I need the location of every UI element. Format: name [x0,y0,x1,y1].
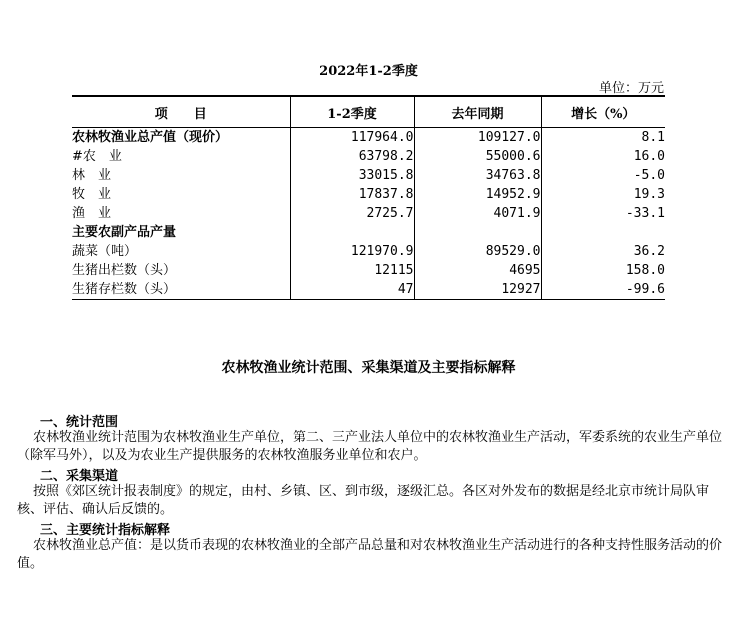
growth-value: -99.6 [541,280,665,300]
current-value: 117964.0 [290,128,414,148]
statistics-table [72,95,665,300]
current-value: 2725.7 [290,204,414,223]
column-header-last-year: 去年同期 [414,96,541,128]
section-text-collection: 按照《郊区统计报表制度》的规定，由村、乡镇、区、到市级，逐级汇总。各区对外发布的数据是经北京市统计局队审核、评估、确认后反馈的。 [17,484,710,517]
current-value: 63798.2 [290,147,414,166]
row-label: 生猪存栏数（头） [72,280,290,300]
table-row [72,261,665,280]
current-value: 47 [290,280,414,300]
table-row [72,128,665,148]
growth-value: 19.3 [541,185,665,204]
last-year-value: 34763.8 [414,166,541,185]
column-header-growth: 增长（%） [541,96,665,128]
row-label: 林 业 [72,168,112,183]
section-title-scope: 一、统计范围 [40,415,119,430]
column-header-item: 项 目 [72,96,290,128]
table-row [72,242,665,261]
row-label: 渔 业 [72,206,112,221]
table-row [72,280,665,300]
current-value: 121970.9 [290,242,414,261]
growth-value: 8.1 [541,128,665,148]
last-year-value [414,223,541,242]
row-label: 主要农副产品产量 [72,225,177,240]
last-year-value: 14952.9 [414,185,541,204]
row-label: 蔬菜（吨） [72,244,138,259]
table-row [72,147,665,166]
last-year-value: 109127.0 [414,128,541,148]
unit-label: 单位：万元 [598,81,664,96]
table-row [72,204,665,223]
current-value: 17837.8 [290,185,414,204]
row-label: 农林牧渔业总产值（现价） [72,130,229,145]
section-text-indicators: 农林牧渔业总产值：是以货币表现的农林牧渔业的全部产品总量和对农林牧渔业生产活动进行的各种支持性服务活动的价值。 [17,538,723,571]
growth-value: -5.0 [541,166,665,185]
period-title: 2022年1-2季度 [319,64,418,79]
growth-value: -33.1 [541,204,665,223]
table-row [72,223,665,242]
current-value: 33015.8 [290,166,414,185]
section-title-collection: 二、采集渠道 [40,469,119,484]
growth-value: 158.0 [541,261,665,280]
row-label: #农 业 [72,149,122,164]
row-label: 牧 业 [72,187,112,202]
table-header-row [72,96,665,128]
growth-value: 16.0 [541,147,665,166]
section-text-scope: 农林牧渔业统计范围为农林牧渔业生产单位，第二、三产业法人单位中的农林牧渔业生产活动，军委系统的农业生产单位（除军马外），以及为农业生产提供服务的农林牧渔服务业单位和农户。 [17,430,723,463]
growth-value [541,223,665,242]
last-year-value: 89529.0 [414,242,541,261]
last-year-value: 12927 [414,280,541,300]
last-year-value: 4071.9 [414,204,541,223]
table-row [72,166,665,185]
last-year-value: 55000.6 [414,147,541,166]
current-value [290,223,414,242]
growth-value: 36.2 [541,242,665,261]
row-label: 生猪出栏数（头） [72,263,177,278]
explanation-heading: 农林牧渔业统计范围、采集渠道及主要指标解释 [221,360,516,376]
table-row [72,185,665,204]
current-value: 12115 [290,261,414,280]
section-title-indicators: 三、主要统计指标解释 [40,523,171,538]
column-header-current: 1-2季度 [290,96,414,128]
last-year-value: 4695 [414,261,541,280]
